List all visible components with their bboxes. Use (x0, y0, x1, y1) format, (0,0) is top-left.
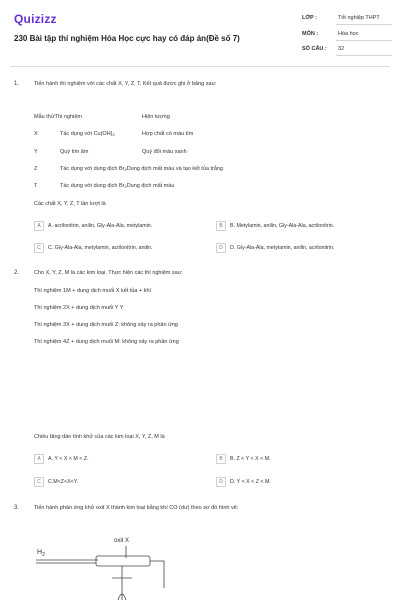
meta-subject-key: MÔN : (302, 31, 319, 37)
table-row-sample: X (34, 131, 38, 137)
document-title: 230 Bài tập thí nghiệm Hóa Học cực hay có đáp án(Đề số 7) (14, 34, 240, 43)
table-row-test: Tác dụng với dung dịch $Br_2Dung$ dịch mất màu (60, 183, 175, 189)
experiment-line: Thí nghiệm 2X + dung dịch muối Y Y (34, 305, 124, 311)
option-letter-box: A (34, 454, 44, 464)
experiment-line: Thí nghiệm 1M + dung dịch muối X kết tủa + khí (34, 288, 152, 294)
option-text: C. Gly-Ala-Ala, metylamin, acrilonitrin, anilin. (48, 245, 153, 251)
table-row-result: Hợp chất có màu tím (142, 131, 194, 137)
meta-divider (336, 24, 392, 25)
option-text: D. Y < X < Z < M. (230, 479, 271, 485)
table-row-test: Tác dụng với dung dịch $Br_2Dung$ dịch mất màu và tạo kết tủa trắng (60, 166, 223, 172)
question-2-number: 2. (14, 270, 20, 276)
document-header (0, 0, 400, 64)
meta-divider (336, 55, 392, 56)
option-text: B. Z < Y < X < M. (230, 456, 271, 462)
option-text: A. Y < X < M < Z. (48, 456, 89, 462)
question-1-number: 1. (14, 81, 20, 87)
question-2-ask: Chiều tăng dần tính khử của các kim loại X, Y, Z, M là (34, 434, 165, 440)
option-letter-box: A (34, 221, 44, 231)
outlet-tube (150, 561, 164, 588)
question-3-number: 3. (14, 505, 20, 511)
option-text: D. Gly-Ala-Ala, metylamin, anilin, acrilonitrin. (230, 245, 335, 251)
table-row-test: Tác dụng với $Cu(OH)_2$ (60, 131, 115, 137)
reaction-tube (96, 556, 150, 566)
option-text: B. Metylamin, anilin, Gly-Ala-Ala, acrilonitrin. (230, 223, 335, 229)
option-letter-box: B (216, 454, 226, 464)
option-text: A. acrilonitrin, anilin, Gly-Ala-Ala, metylamin. (48, 223, 153, 229)
option-letter-box: B (216, 221, 226, 231)
question-1-ask: Các chất X, Y, Z, T lần lượt là (34, 201, 106, 207)
table-row-sample: Z (34, 166, 38, 172)
experiment-line: Thí nghiệm 3X + dung dịch muối Z: không xảy ra phản ứng (34, 322, 178, 328)
option-letter-box: C (34, 477, 44, 487)
option-letter-box: D (216, 477, 226, 487)
apparatus-diagram (34, 528, 184, 600)
meta-divider (336, 40, 392, 41)
option-letter-box: C (34, 243, 44, 253)
experiment-line: Thí nghiệm 4Z + dung dịch muối M: không xảy ra phản ứng (34, 339, 179, 345)
quizizz-logo: Quizizz (14, 12, 57, 26)
apparatus-figure (34, 528, 184, 600)
meta-count-key: SỐ CÂU : (302, 46, 327, 52)
oxide-label: oxit X (114, 538, 130, 544)
meta-subject-value: Hóa học (338, 31, 359, 37)
table-row-test: Quỳ tím ẩm (60, 149, 89, 155)
meta-class-key: LỚP : (302, 15, 317, 21)
meta-count-value: 32 (338, 46, 345, 52)
question-2-stem: Cho X, Y, Z, M là các kim loại. Thực hiện các thí nghiệm sau: (34, 270, 183, 276)
option-text: C.M<Z<X<Y. (48, 479, 79, 485)
option-letter-box: D (216, 243, 226, 253)
table-row-sample: Y (34, 149, 38, 155)
table-header-result: Hiện tượng (142, 114, 170, 120)
question-1-stem: Tiến hành thí nghiệm với các chất X, Y, Z, T. Kết quả được ghi ở bảng sau: (34, 81, 217, 87)
gas-label: $H_2$ (37, 549, 45, 558)
table-header-sample: Mẫu thửThí nghiệm (34, 114, 83, 120)
header-divider (10, 66, 390, 67)
question-3-stem: Tiến hành phản ứng khử oxit X thành kim loại bằng khí CO (dư) theo sơ đồ hình vẽ: (34, 505, 239, 511)
table-row-result: Quỳ đổi màu xanh (142, 149, 187, 155)
meta-class-value: Tốt nghiệp THPT (338, 15, 380, 21)
table-row-sample: T (34, 183, 38, 189)
